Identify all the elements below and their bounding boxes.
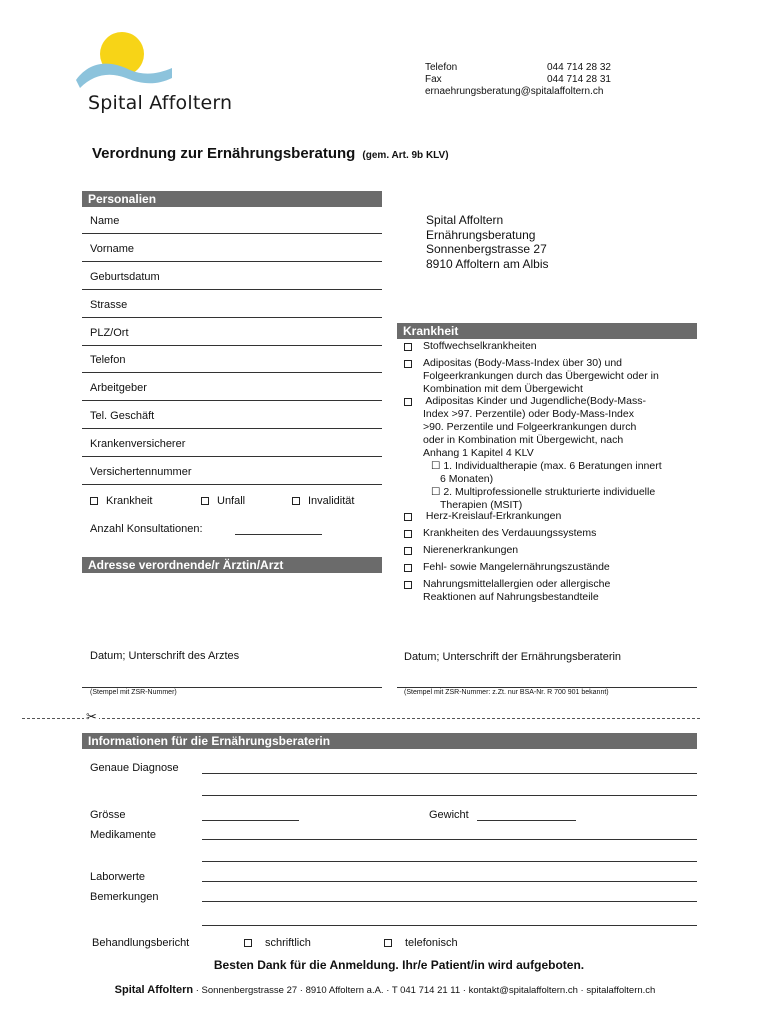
bericht-label: Behandlungsbericht bbox=[92, 937, 190, 949]
item-label: Nahrungsmittelallergien oder allergische bbox=[423, 578, 611, 590]
field-telefon-label: Telefon bbox=[90, 354, 126, 366]
page-title-row bbox=[92, 145, 449, 162]
footer-thanks: Besten Dank für die Anmeldung. Ihr/e Patient/in wird aufgeboten. bbox=[213, 958, 585, 972]
contact-block bbox=[425, 62, 611, 98]
item-label: Herz-Kreislauf-Erkrankungen bbox=[423, 510, 562, 522]
beraterin-sign-label: Datum; Unterschrift der Ernährungsberaterin bbox=[404, 651, 622, 663]
footer-brand: Spital Affoltern bbox=[114, 984, 194, 996]
recipient-address bbox=[426, 213, 549, 271]
option-unfall[interactable] bbox=[201, 495, 245, 507]
medikamente-line-2[interactable] bbox=[202, 861, 697, 862]
field-krankenversicherer-label: Krankenversicherer bbox=[90, 438, 186, 450]
option-telefonisch[interactable] bbox=[384, 937, 458, 949]
groesse-input[interactable] bbox=[202, 820, 299, 821]
phone-label: Telefon bbox=[425, 62, 458, 73]
arzt-heading: Adresse verordnende/r Ärztin/Arzt bbox=[82, 557, 382, 573]
option-invaliditaet[interactable] bbox=[292, 495, 354, 507]
option-schriftlich-label: schriftlich bbox=[265, 937, 311, 949]
page-subtitle: (gem. Art. 9b KLV) bbox=[362, 150, 449, 161]
option-schriftlich[interactable] bbox=[244, 937, 311, 949]
checkbox[interactable] bbox=[404, 513, 412, 521]
checkbox[interactable] bbox=[404, 547, 412, 555]
field-strasse-label: Strasse bbox=[90, 299, 128, 311]
option-telefonisch-label: telefonisch bbox=[405, 937, 458, 949]
medikamente-label: Medikamente bbox=[90, 829, 157, 841]
checkbox[interactable] bbox=[404, 398, 412, 406]
field-plz-ort-label: PLZ/Ort bbox=[90, 327, 129, 339]
option-krankheit-label: Krankheit bbox=[106, 495, 153, 507]
checkbox[interactable] bbox=[404, 360, 412, 368]
field-versichertennummer-label: Versichertennummer bbox=[90, 466, 192, 478]
beraterin-stamp-note: (Stempel mit ZSR-Nummer: z.Zt. nur BSA-Nr. R 700 901 bekannt) bbox=[404, 689, 609, 696]
bemerkungen-line-2[interactable] bbox=[202, 925, 697, 926]
medikamente-line[interactable] bbox=[202, 839, 697, 840]
krankheit-item-mangel[interactable] bbox=[404, 561, 699, 574]
field-krankenversicherer[interactable] bbox=[82, 432, 382, 457]
krankheit-item-allergien[interactable] bbox=[404, 578, 699, 604]
arzt-stamp-note: (Stempel mit ZSR-Nummer) bbox=[90, 689, 177, 696]
konsultationen-label: Anzahl Konsultationen: bbox=[90, 523, 203, 535]
option-krankheit[interactable] bbox=[90, 495, 152, 507]
item-label: 6 Monaten) bbox=[440, 473, 494, 485]
groesse-label: Grösse bbox=[90, 809, 126, 821]
checkbox-invaliditaet[interactable] bbox=[292, 497, 300, 505]
konsultationen-input[interactable] bbox=[235, 534, 322, 535]
gewicht-label: Gewicht bbox=[429, 809, 469, 821]
item-label: Therapien (MSIT) bbox=[440, 499, 523, 511]
item-label: Adipositas Kinder und Jugendliche(Body-Mass- bbox=[423, 395, 646, 407]
krankheit-item-herz[interactable] bbox=[404, 510, 699, 523]
field-vorname[interactable] bbox=[82, 237, 382, 262]
field-vorname-label: Vorname bbox=[90, 243, 135, 255]
email: ernaehrungsberatung@spitalaffoltern.ch bbox=[425, 86, 604, 97]
logo bbox=[74, 28, 234, 118]
field-telefon[interactable] bbox=[82, 348, 382, 373]
gewicht-input[interactable] bbox=[477, 820, 576, 821]
personalien-heading: Personalien bbox=[82, 191, 382, 207]
item-label: Nierenerkrankungen bbox=[423, 544, 519, 556]
item-label: >90. Perzentile und Folgeerkrankungen durch bbox=[423, 421, 637, 433]
footer-details: · Sonnenbergstrasse 27 · 8910 Affoltern a.A. · T 041 714 21 11 · kontakt@spitalaffoltern.ch · spitalaffoltern.ch bbox=[193, 985, 656, 996]
logo-graphic bbox=[74, 28, 174, 92]
krankheit-item-stoffwechsel[interactable] bbox=[404, 340, 699, 353]
item-label: Stoffwechselkrankheiten bbox=[423, 340, 537, 352]
fax-value: 044 714 28 31 bbox=[547, 74, 611, 85]
checkbox-telefonisch[interactable] bbox=[384, 939, 392, 947]
address-line: Spital Affoltern bbox=[426, 213, 504, 227]
scissors-icon: ✂ bbox=[86, 709, 97, 724]
item-label: Krankheiten des Verdauungssystems bbox=[423, 527, 597, 539]
logo-text: Spital Affoltern bbox=[88, 92, 233, 114]
checkbox-unfall[interactable] bbox=[201, 497, 209, 505]
footer-line bbox=[0, 984, 770, 996]
page-title: Verordnung zur Ernährungsberatung bbox=[92, 145, 356, 162]
field-tel-geschaeft[interactable] bbox=[82, 404, 382, 429]
info-heading: Informationen für die Ernährungsberaterin bbox=[82, 733, 697, 749]
address-line: Ernährungsberatung bbox=[426, 227, 536, 242]
bemerkungen-line[interactable] bbox=[202, 901, 697, 902]
field-plz-ort[interactable] bbox=[82, 321, 382, 346]
item-label: Kombination mit dem Übergewicht bbox=[423, 383, 583, 395]
checkbox[interactable] bbox=[404, 343, 412, 351]
phone-value: 044 714 28 32 bbox=[547, 62, 611, 73]
field-arbeitgeber-label: Arbeitgeber bbox=[90, 382, 147, 394]
beraterin-sign-line[interactable] bbox=[397, 687, 697, 688]
krankheit-item-adipositas[interactable] bbox=[404, 357, 699, 396]
option-unfall-label: Unfall bbox=[217, 495, 246, 507]
item-label: Index >97. Perzentile) oder Body-Mass-Index bbox=[423, 408, 634, 420]
item-label: Anhang 1 Kapitel 4 KLV bbox=[423, 447, 534, 459]
address-line: 8910 Affoltern am Albis bbox=[426, 256, 549, 271]
field-geburtsdatum-label: Geburtsdatum bbox=[90, 271, 160, 283]
field-versichertennummer[interactable] bbox=[82, 460, 382, 485]
item-label: Fehl- sowie Mangelernährungszustände bbox=[423, 561, 610, 573]
krankheit-item-adipositas-kinder[interactable] bbox=[404, 395, 699, 512]
bemerkungen-label: Bemerkungen bbox=[90, 891, 159, 903]
checkbox-krankheit[interactable] bbox=[90, 497, 98, 505]
krankheit-item-verdauung[interactable] bbox=[404, 527, 699, 540]
checkbox[interactable] bbox=[404, 564, 412, 572]
option-invaliditaet-label: Invalidität bbox=[308, 495, 355, 507]
checkbox[interactable] bbox=[404, 581, 412, 589]
laborwerte-line[interactable] bbox=[202, 881, 697, 882]
field-strasse[interactable] bbox=[82, 293, 382, 318]
field-name-label: Name bbox=[90, 215, 120, 227]
diagnose-line-2[interactable] bbox=[202, 795, 697, 796]
item-label: oder in Kombination mit Übergewicht, nach bbox=[423, 434, 624, 446]
item-label: Folgeerkrankungen durch das Übergewicht oder in bbox=[423, 370, 659, 382]
krankheit-heading: Krankheit bbox=[397, 323, 697, 339]
cut-line bbox=[22, 718, 700, 719]
krankheit-item-nieren[interactable] bbox=[404, 544, 699, 557]
arzt-sign-label: Datum; Unterschrift des Arztes bbox=[90, 650, 240, 662]
item-label: Adipositas (Body-Mass-Index über 30) und bbox=[423, 357, 623, 369]
checkbox-schriftlich[interactable] bbox=[244, 939, 252, 947]
address-line: Sonnenbergstrasse 27 bbox=[426, 242, 547, 256]
sub-option-msit[interactable]: ☐ 2. Multiprofessionelle strukturierte individuelle bbox=[431, 486, 656, 498]
field-arbeitgeber[interactable] bbox=[82, 376, 382, 401]
fax-label: Fax bbox=[425, 74, 442, 85]
checkbox[interactable] bbox=[404, 530, 412, 538]
laborwerte-label: Laborwerte bbox=[90, 871, 146, 883]
diagnose-line[interactable] bbox=[202, 773, 697, 774]
field-tel-geschaeft-label: Tel. Geschäft bbox=[90, 410, 155, 422]
field-name[interactable] bbox=[82, 209, 382, 234]
arzt-sign-line[interactable] bbox=[82, 687, 382, 688]
diagnose-label: Genaue Diagnose bbox=[90, 762, 179, 774]
item-label: Reaktionen auf Nahrungsbestandteile bbox=[423, 591, 599, 603]
field-geburtsdatum[interactable] bbox=[82, 265, 382, 290]
sub-option-individualtherapie[interactable]: ☐ 1. Individualtherapie (max. 6 Beratungen innert bbox=[431, 460, 662, 472]
